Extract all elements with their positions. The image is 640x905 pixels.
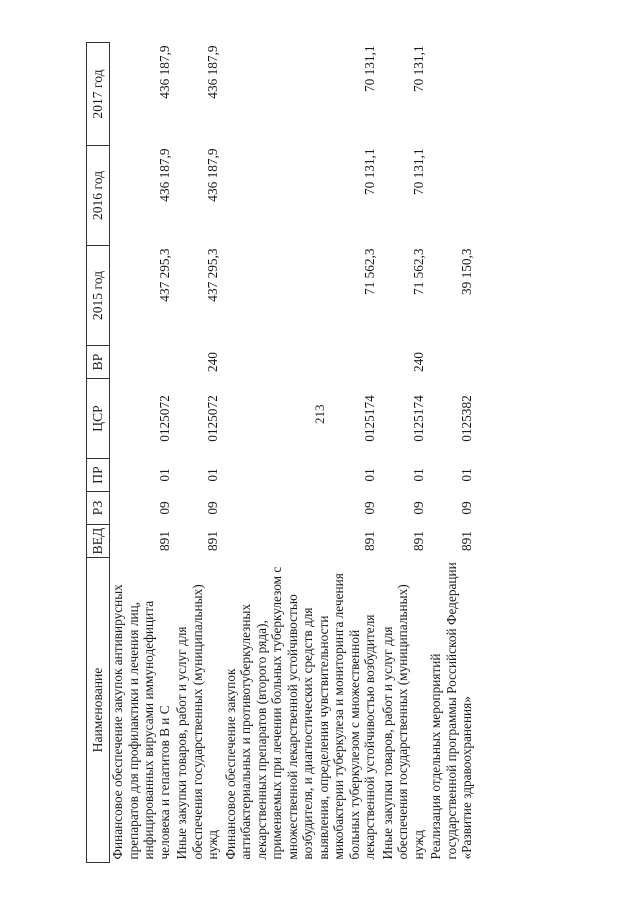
row-ved: 891 — [205, 531, 220, 551]
header-ved: ВЕД — [87, 525, 110, 558]
row-ved: 891 — [156, 531, 172, 551]
row-2017: 70 131,1 — [410, 45, 426, 93]
row-csr: 0125174 — [362, 395, 377, 442]
row-2017 — [428, 43, 477, 146]
table-header-row — [87, 43, 110, 863]
row-2015: 71 562,3 — [362, 248, 377, 296]
header-pr: ПР — [87, 459, 110, 492]
header-vr: ВР — [87, 346, 110, 379]
row-rz: 09 — [205, 501, 220, 515]
row-name: Иные закупки товаров, работ и услуг для обеспечения государственных (муниципальных) нужд — [379, 584, 426, 860]
row-2016 — [428, 146, 477, 246]
row-rz: 09 — [459, 501, 474, 515]
row-2017: 436 187,9 — [156, 45, 172, 99]
row-rz: 09 — [156, 501, 172, 515]
row-2016: 436 187,9 — [156, 148, 172, 202]
row-pr: 01 — [205, 468, 220, 482]
row-ved: 891 — [410, 531, 426, 551]
row-pr: 01 — [362, 468, 377, 482]
header-rz: РЗ — [87, 492, 110, 525]
header-2017: 2017 год — [87, 43, 110, 146]
row-2015: 39 150,3 — [459, 248, 474, 296]
table-row — [174, 43, 223, 863]
row-2017: 70 131,1 — [362, 45, 377, 93]
row-csr: 0125072 — [205, 395, 220, 442]
row-2015: 71 562,3 — [410, 248, 426, 296]
row-pr: 01 — [156, 468, 172, 482]
row-rz: 09 — [410, 501, 426, 515]
row-2016: 70 131,1 — [410, 148, 426, 196]
row-csr: 0125072 — [156, 395, 172, 442]
table-row — [223, 43, 380, 863]
row-pr: 01 — [459, 468, 474, 482]
row-ved: 891 — [362, 531, 377, 551]
budget-table — [86, 42, 477, 863]
row-rz: 09 — [362, 501, 377, 515]
header-2016: 2016 год — [87, 146, 110, 246]
table-row — [110, 43, 175, 863]
row-2016: 70 131,1 — [362, 148, 377, 196]
row-2016: 436 187,9 — [205, 148, 220, 202]
row-name: Иные закупки товаров, работ и услуг для обеспечения государственных (муниципальных) нужд — [174, 584, 220, 860]
row-ved: 891 — [459, 531, 474, 551]
rotated-page-content — [86, 43, 556, 863]
row-name: Реализация отдельных мероприятий государственной программы Российской Федерации «Развитие здравоохранения» — [428, 562, 474, 860]
row-vr — [110, 346, 175, 379]
header-2015: 2015 год — [87, 246, 110, 346]
row-name: Финансовое обеспечение закупок антивирусных препаратов для профилактики и лечения лиц, инфицированных вирусами иммунодефицита человека и гепатитов B и C — [110, 584, 172, 860]
row-2015: 437 295,3 — [205, 248, 220, 302]
table-row — [380, 43, 429, 863]
row-vr: 240 — [205, 352, 220, 372]
header-name: Наименование — [87, 558, 110, 863]
row-2017: 436 187,9 — [205, 45, 220, 99]
row-pr: 01 — [410, 468, 426, 482]
row-2015: 437 295,3 — [156, 248, 172, 302]
row-csr: 0125382 — [459, 395, 474, 442]
table-row — [428, 43, 477, 863]
page-number: 213 — [312, 404, 327, 424]
row-vr — [428, 346, 477, 379]
row-name: Финансовое обеспечение закупок антибактериальных и противотуберкулезных лекарственных препаратов (второго ряда), применяемых при лечении больных туберкулезом с множественной лекарственной устойчивостью возбудителя, и диагностических средств для выявления, определения чувствительности микобактерии туберкулеза и мониторинга лечения больных туберкулезом с множественной лекарственной устойчивостью возбудителя — [222, 566, 377, 860]
row-csr: 0125174 — [410, 395, 426, 442]
header-csr: ЦСР — [87, 379, 110, 459]
row-vr: 240 — [410, 352, 426, 372]
row-vr — [223, 346, 380, 379]
